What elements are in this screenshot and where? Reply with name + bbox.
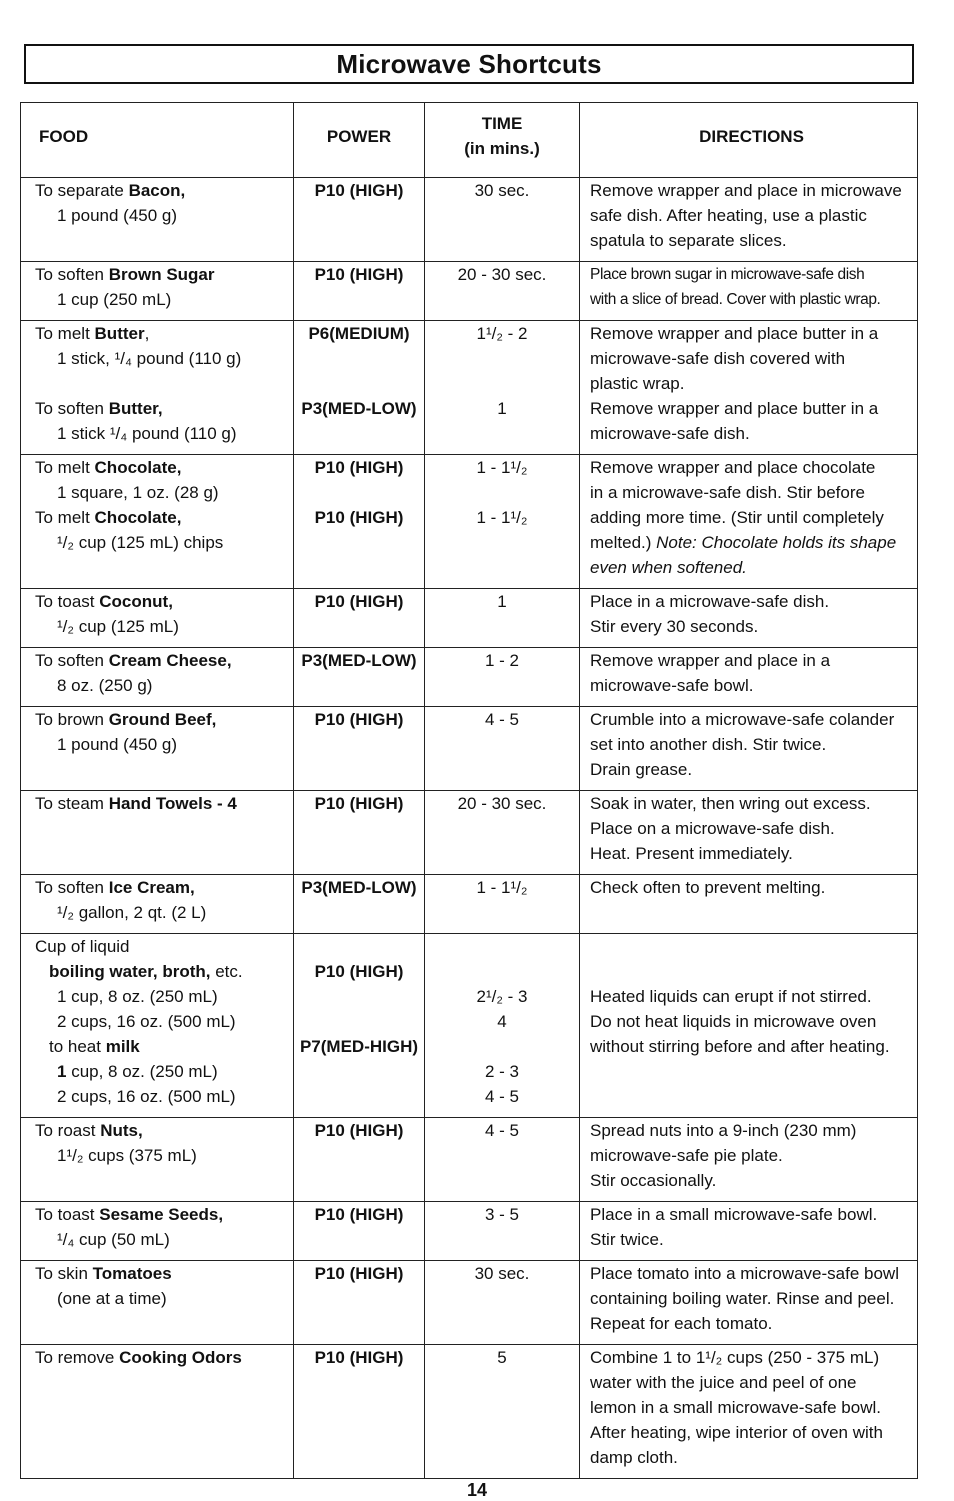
power-cell xyxy=(294,455,425,589)
spacer xyxy=(296,371,422,396)
directions-cell xyxy=(580,1202,918,1261)
food-quantity: 1 pound (450 g) xyxy=(57,206,178,225)
direction-line: Heat. Present immediately. xyxy=(590,844,793,863)
power-cell: P10 (HIGH) xyxy=(294,791,425,875)
food-prefix: To melt xyxy=(35,458,95,477)
directions-cell xyxy=(580,178,918,262)
direction-line: adding more time. (Stir until completely xyxy=(590,508,884,527)
time-value: 1 - 1¹/₂ xyxy=(476,508,528,527)
liquid-milk xyxy=(35,1034,289,1059)
power-value: P3(MED-LOW) xyxy=(301,399,417,418)
food-name: Chocolate, xyxy=(94,508,182,527)
table-row xyxy=(21,934,918,1118)
table-row xyxy=(21,262,918,321)
directions-cell xyxy=(580,791,918,875)
food-prefix: To separate xyxy=(35,181,129,200)
food-quantity: 1 stick, ¹/₄ pound (110 g) xyxy=(57,349,242,368)
spacer xyxy=(296,1009,422,1034)
food-prefix: To soften xyxy=(35,399,109,418)
food-cell xyxy=(21,934,294,1118)
time-value: 2 - 3 xyxy=(484,1062,520,1081)
food-name: Coconut, xyxy=(99,592,173,611)
power-value: P7(MED-HIGH) xyxy=(299,1037,419,1056)
direction-line: without stirring before and after heating. xyxy=(590,1037,890,1056)
spacer xyxy=(429,1034,575,1059)
header-directions: DIRECTIONS xyxy=(580,103,918,178)
direction-line: Place on a microwave-safe dish. xyxy=(590,819,835,838)
table-row xyxy=(21,1202,918,1261)
time-cell xyxy=(425,321,580,455)
food-quantity: ¹/₄ cup (50 mL) xyxy=(57,1230,170,1249)
table-row xyxy=(21,648,918,707)
time-cell: 20 - 30 sec. xyxy=(425,262,580,321)
direction-line: Heated liquids can erupt if not stirred. xyxy=(590,987,872,1006)
time-cell: 20 - 30 sec. xyxy=(425,791,580,875)
spacer xyxy=(296,480,422,505)
header-time xyxy=(425,103,580,178)
food-prefix: To toast xyxy=(35,592,100,611)
direction-line: Place tomato into a microwave-safe bowl xyxy=(590,1264,899,1283)
liquid-heading: Cup of liquid xyxy=(35,937,130,956)
spacer xyxy=(429,959,575,984)
directions-cell xyxy=(580,707,918,791)
direction-line: Remove wrapper and place butter in a xyxy=(590,399,879,418)
quantity-text: cup, 8 oz. (250 mL) xyxy=(66,1062,218,1081)
direction-note: Note: Chocolate holds its shape xyxy=(656,533,897,552)
food-prefix: to heat xyxy=(49,1037,106,1056)
directions-cell xyxy=(580,934,918,1118)
time-cell: 1 - 2 xyxy=(425,648,580,707)
power-cell: P3(MED-LOW) xyxy=(294,875,425,934)
page-title: Microwave Shortcuts xyxy=(336,48,602,79)
power-value: P10 (HIGH) xyxy=(314,962,404,981)
direction-line: with a slice of bread. Cover with plastic wrap. xyxy=(590,291,881,308)
direction-line: Spread nuts into a 9-inch (230 mm) xyxy=(590,1121,857,1140)
food-cell xyxy=(21,875,294,934)
food-name: Chocolate, xyxy=(94,458,182,477)
spacer xyxy=(35,371,289,396)
food-prefix: To melt xyxy=(35,324,95,343)
food-prefix: To toast xyxy=(35,1205,100,1224)
food-name: milk xyxy=(105,1037,140,1056)
food-quantity: 1 cup (250 mL) xyxy=(57,290,172,309)
time-cell: 3 - 5 xyxy=(425,1202,580,1261)
food-quantity: 1¹/₂ cups (375 mL) xyxy=(57,1146,197,1165)
direction-line: Remove wrapper and place chocolate xyxy=(590,458,876,477)
direction-line: safe dish. After heating, use a plastic xyxy=(590,206,867,225)
direction-line: Place brown sugar in microwave-safe dish xyxy=(590,266,865,283)
direction-line: Crumble into a microwave-safe colander xyxy=(590,710,895,729)
directions-cell xyxy=(580,875,918,934)
food-prefix: To soften xyxy=(35,265,109,284)
food-quantity: 8 oz. (250 g) xyxy=(57,676,153,695)
food-cell xyxy=(21,262,294,321)
direction-line: Stir twice. xyxy=(590,1230,664,1249)
power-cell: P10 (HIGH) xyxy=(294,1261,425,1345)
direction-line: set into another dish. Stir twice. xyxy=(590,735,827,754)
food-name: Brown Sugar xyxy=(108,265,215,284)
direction-line: spatula to separate slices. xyxy=(590,231,787,250)
power-value: P10 (HIGH) xyxy=(314,508,404,527)
header-time-line2: (in mins.) xyxy=(464,139,540,158)
food-name: Bacon, xyxy=(128,181,186,200)
power-cell: P10 (HIGH) xyxy=(294,1202,425,1261)
power-cell: P10 (HIGH) xyxy=(294,178,425,262)
time-value: 1 - 1¹/₂ xyxy=(476,458,528,477)
header-time-line1: TIME xyxy=(481,114,523,133)
power-value: P6(MEDIUM) xyxy=(308,324,410,343)
food-punct: , xyxy=(144,324,150,343)
food-quantity xyxy=(35,1059,289,1084)
table-row xyxy=(21,791,918,875)
spacer xyxy=(590,934,913,959)
food-cell xyxy=(21,455,294,589)
food-cell xyxy=(21,178,294,262)
direction-line: water with the juice and peel of one xyxy=(590,1373,857,1392)
time-cell: 5 xyxy=(425,1345,580,1479)
food-quantity: 1 square, 1 oz. (28 g) xyxy=(57,483,219,502)
direction-line: plastic wrap. xyxy=(590,374,685,393)
food-cell xyxy=(21,1202,294,1261)
directions-cell xyxy=(580,1345,918,1479)
direction-line: Repeat for each tomato. xyxy=(590,1314,773,1333)
food-name: boiling water, broth, xyxy=(49,962,211,981)
direction-line: After heating, wipe interior of oven with xyxy=(590,1423,883,1442)
food-name: Cooking Odors xyxy=(119,1348,242,1367)
direction-line: Soak in water, then wring out excess. xyxy=(590,794,871,813)
food-name: Ground Beef, xyxy=(108,710,217,729)
power-cell: P10 (HIGH) xyxy=(294,589,425,648)
time-value: 1¹/₂ - 2 xyxy=(476,324,528,343)
time-value: 4 - 5 xyxy=(484,1087,520,1106)
food-name: Sesame Seeds, xyxy=(99,1205,224,1224)
table-row xyxy=(21,875,918,934)
food-prefix: To steam xyxy=(35,794,109,813)
direction-note: even when softened. xyxy=(590,558,747,577)
food-cell xyxy=(21,589,294,648)
time-cell: 1 - 1¹/₂ xyxy=(425,875,580,934)
time-value: 1 xyxy=(497,399,507,418)
food-cell xyxy=(21,648,294,707)
liquid-boil xyxy=(35,959,289,984)
food-prefix: To melt xyxy=(35,508,95,527)
direction-line: Combine 1 to 1¹/₂ cups (250 - 375 mL) xyxy=(590,1348,880,1367)
direction-line: microwave-safe pie plate. xyxy=(590,1146,783,1165)
direction-line: microwave-safe dish covered with xyxy=(590,349,846,368)
food-quantity: 1 stick ¹/₄ pound (110 g) xyxy=(57,424,237,443)
food-name: Butter, xyxy=(108,399,163,418)
food-cell xyxy=(21,1345,294,1479)
direction-line: Stir occasionally. xyxy=(590,1171,717,1190)
time-cell: 30 sec. xyxy=(425,1261,580,1345)
time-cell: 4 - 5 xyxy=(425,707,580,791)
food-cell xyxy=(21,1118,294,1202)
power-cell: P10 (HIGH) xyxy=(294,707,425,791)
time-value: 4 xyxy=(497,1012,507,1031)
food-name: Butter xyxy=(94,324,145,343)
power-cell: P10 (HIGH) xyxy=(294,1345,425,1479)
food-quantity: 2 cups, 16 oz. (500 mL) xyxy=(57,1087,236,1106)
header-power: POWER xyxy=(294,103,425,178)
direction-line: Remove wrapper and place in a xyxy=(590,651,831,670)
power-cell xyxy=(294,934,425,1118)
food-prefix: To soften xyxy=(35,878,109,897)
shortcuts-table xyxy=(20,102,918,1479)
table-row xyxy=(21,321,918,455)
table-row xyxy=(21,1118,918,1202)
spacer xyxy=(296,346,422,371)
food-name: Hand Towels - 4 xyxy=(108,794,237,813)
direction-line: Place in a microwave-safe dish. xyxy=(590,592,830,611)
time-cell: 4 - 5 xyxy=(425,1118,580,1202)
direction-line: lemon in a small microwave-safe bowl. xyxy=(590,1398,881,1417)
direction-line: Remove wrapper and place in microwave xyxy=(590,181,902,200)
power-cell: P10 (HIGH) xyxy=(294,262,425,321)
food-name: Cream Cheese, xyxy=(108,651,232,670)
spacer xyxy=(429,346,575,371)
directions-cell xyxy=(580,321,918,455)
direction-line: microwave-safe dish. xyxy=(590,424,750,443)
header-food: FOOD xyxy=(21,103,294,178)
food-suffix: etc. xyxy=(210,962,243,981)
direction-line: containing boiling water. Rinse and peel. xyxy=(590,1289,895,1308)
direction-text: melted.) xyxy=(590,533,657,552)
food-prefix: To brown xyxy=(35,710,109,729)
table-row xyxy=(21,589,918,648)
time-value: 2¹/₂ - 3 xyxy=(476,987,528,1006)
table-row xyxy=(21,1345,918,1479)
food-cell xyxy=(21,791,294,875)
direction-line: in a microwave-safe dish. Stir before xyxy=(590,483,865,502)
food-quantity: 2 cups, 16 oz. (500 mL) xyxy=(57,1012,236,1031)
table-row xyxy=(21,1261,918,1345)
food-quantity: ¹/₂ cup (125 mL) chips xyxy=(57,533,224,552)
power-cell: P3(MED-LOW) xyxy=(294,648,425,707)
food-quantity: ¹/₂ gallon, 2 qt. (2 L) xyxy=(57,903,207,922)
directions-cell xyxy=(580,262,918,321)
food-name: Nuts, xyxy=(100,1121,143,1140)
time-cell xyxy=(425,455,580,589)
directions-cell xyxy=(580,1118,918,1202)
food-quantity: ¹/₂ cup (125 mL) xyxy=(57,617,179,636)
directions-cell xyxy=(580,1261,918,1345)
direction-line: damp cloth. xyxy=(590,1448,678,1467)
spacer xyxy=(296,934,422,959)
food-prefix: To remove xyxy=(35,1348,120,1367)
table-row xyxy=(21,455,918,589)
time-cell: 30 sec. xyxy=(425,178,580,262)
direction-line: Do not heat liquids in microwave oven xyxy=(590,1012,877,1031)
quantity-number: 1 xyxy=(57,1062,67,1081)
food-prefix: To soften xyxy=(35,651,109,670)
food-cell xyxy=(21,1261,294,1345)
table-row xyxy=(21,707,918,791)
header-row xyxy=(21,103,918,178)
direction-line: microwave-safe bowl. xyxy=(590,676,754,695)
direction-line: Drain grease. xyxy=(590,760,693,779)
power-cell: P10 (HIGH) xyxy=(294,1118,425,1202)
directions-cell xyxy=(580,455,918,589)
title-box xyxy=(24,44,914,84)
power-cell xyxy=(294,321,425,455)
page-number: 14 xyxy=(466,1480,488,1500)
direction-line xyxy=(590,530,913,555)
spacer xyxy=(296,984,422,1009)
directions-cell xyxy=(580,589,918,648)
time-cell xyxy=(425,934,580,1118)
direction-line: Stir every 30 seconds. xyxy=(590,617,759,636)
time-cell: 1 xyxy=(425,589,580,648)
food-prefix: To roast xyxy=(35,1121,101,1140)
food-quantity: 1 cup, 8 oz. (250 mL) xyxy=(57,987,218,1006)
table-row xyxy=(21,178,918,262)
direction-line: Remove wrapper and place butter in a xyxy=(590,324,879,343)
direction-line: Check often to prevent melting. xyxy=(590,878,826,897)
food-name: Ice Cream, xyxy=(108,878,195,897)
direction-line: Place in a small microwave-safe bowl. xyxy=(590,1205,878,1224)
food-name: Tomatoes xyxy=(92,1264,172,1283)
spacer xyxy=(590,959,913,984)
spacer xyxy=(429,371,575,396)
food-prefix: To skin xyxy=(35,1264,93,1283)
food-quantity: 1 pound (450 g) xyxy=(57,735,178,754)
spacer xyxy=(429,934,575,959)
food-cell xyxy=(21,321,294,455)
directions-cell xyxy=(580,648,918,707)
food-quantity: (one at a time) xyxy=(57,1289,167,1308)
food-cell xyxy=(21,707,294,791)
spacer xyxy=(429,480,575,505)
power-value: P10 (HIGH) xyxy=(314,458,404,477)
